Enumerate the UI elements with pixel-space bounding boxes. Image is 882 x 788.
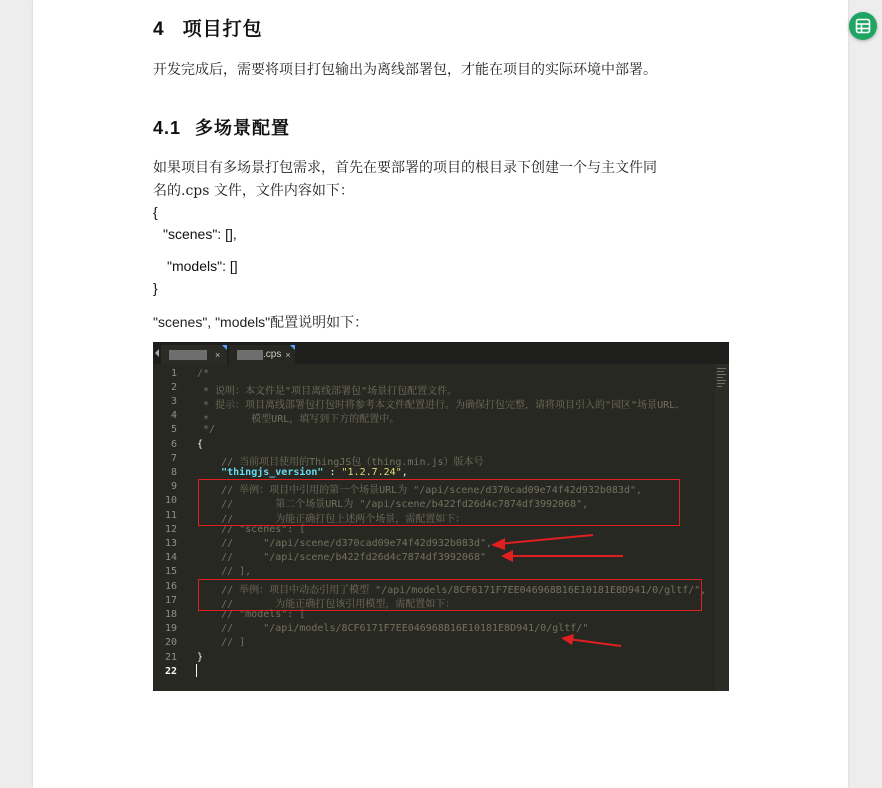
- code-line: // 第二个场景URL为 "/api/scene/b422fd26d4c7874df3992068",: [197, 499, 589, 510]
- tab-filename-ext: .cps: [263, 349, 282, 360]
- code-line: {: [197, 439, 204, 450]
- line-number: 9: [170, 481, 177, 492]
- code-line: /*: [197, 368, 210, 379]
- line-number: 11: [164, 510, 177, 521]
- heading-number: 4: [153, 19, 165, 40]
- section-heading-4-1: [153, 114, 290, 140]
- code-line: }: [197, 652, 204, 663]
- line-number: 3: [170, 396, 177, 407]
- code-line: * 模型URL，填写到下方的配置中。: [197, 414, 400, 425]
- line-number: 17: [164, 595, 177, 606]
- line-number-current: 22: [164, 666, 177, 677]
- json-models-line: "models": []: [167, 258, 238, 274]
- code-line: // 举例：项目中引用的第一个场景URL为 "/api/scene/d370cad09e74f42d932b083d",: [197, 485, 643, 496]
- json-open-brace: {: [153, 204, 158, 220]
- config-note: "scenes", "models"配置说明如下：: [153, 314, 369, 330]
- code-line: * 提示：项目离线部署包打包时将参考本文件配置进行。为确保打包完整，请将项目引入的"园区"场景URL、: [197, 400, 686, 411]
- tab-close-icon[interactable]: ×: [215, 349, 221, 360]
- code-line: // "/api/scene/b422fd26d4c7874df3992068": [197, 552, 486, 563]
- tab-close-icon[interactable]: ×: [285, 349, 291, 360]
- code-line: */: [197, 424, 216, 435]
- code-line: // "models": [: [197, 609, 306, 620]
- line-number: 6: [170, 439, 177, 450]
- heading-number: 4.1: [153, 118, 182, 138]
- line-number: 5: [170, 424, 177, 435]
- line-number: 21: [164, 652, 177, 663]
- arrow-scene-1: [491, 535, 593, 550]
- annotation-arrows: [153, 342, 729, 691]
- version-key: "thingjs_version": [221, 467, 324, 478]
- section-heading-4: [153, 14, 263, 41]
- line-number: 7: [170, 453, 177, 464]
- version-separator: :: [323, 467, 342, 478]
- version-comma: ,: [401, 467, 408, 478]
- json-scenes-line: "scenes": [],: [163, 226, 237, 242]
- line-number: 15: [164, 566, 177, 577]
- line-number: 16: [164, 581, 177, 592]
- arrow-scene-2: [501, 550, 623, 562]
- para-line-2: 名的.cps 文件，文件内容如下：: [153, 183, 354, 199]
- line-number: 10: [164, 495, 177, 506]
- code-line: // ]: [197, 637, 246, 648]
- version-value: "1.2.7.24": [341, 467, 402, 478]
- line-number: 13: [164, 538, 177, 549]
- line-number: 20: [164, 637, 177, 648]
- json-close-brace: }: [153, 280, 158, 296]
- line-number: 18: [164, 609, 177, 620]
- heading-text: 项目打包: [182, 18, 263, 40]
- line-number: 1: [170, 368, 177, 379]
- line-number: 12: [164, 524, 177, 535]
- code-line: // 为能正确打包上述两个场景，需配置如下：: [197, 514, 466, 525]
- heading-text: 多场景配置: [195, 118, 291, 139]
- arrow-model: [561, 634, 621, 646]
- code-line: // "/api/scene/d370cad09e74f42d932b083d",: [197, 538, 493, 549]
- intro-paragraph: 开发完成后，需要将项目打包输出为离线部署包，才能在项目的实际环境中部署。: [153, 62, 657, 78]
- sheet-icon[interactable]: [849, 12, 877, 40]
- line-number: 8: [170, 467, 177, 478]
- code-line: * 说明：本文件是"项目离线部署包"场景打包配置文件。: [197, 386, 458, 397]
- code-line: // 举例：项目中动态引用了模型 "/api/models/8CF6171F7EE046968B16E10181E8D941/0/gltf/",: [197, 585, 707, 596]
- line-number: 14: [164, 552, 177, 563]
- code-line: // ],: [197, 566, 252, 577]
- line-number: 2: [170, 382, 177, 393]
- code-line: // "/api/models/8CF6171F7EE046968B16E10181E8D941/0/gltf/": [197, 623, 589, 634]
- line-number: 4: [170, 410, 177, 421]
- line-number: 19: [164, 623, 177, 634]
- code-line: // 当前项目使用的ThingJS包（thing.min.js）版本号: [197, 457, 484, 468]
- code-line: // 为能正确打包该引用模型，需配置如下：: [197, 599, 456, 610]
- code-editor-screenshot: [153, 342, 729, 691]
- code-line: // "scenes": [: [197, 524, 306, 535]
- para-line-1: 如果项目有多场景打包需求，首先在要部署的项目的根目录下创建一个与主文件同: [153, 160, 657, 176]
- sheet-icon-glyph: [855, 18, 871, 34]
